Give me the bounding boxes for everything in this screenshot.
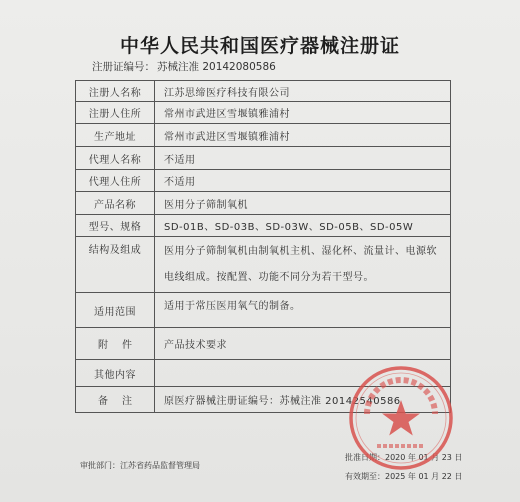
approver-label: 审批部门：	[80, 461, 120, 470]
row-value-model-spec: SD-01B、SD-03B、SD-03W、SD-05B、SD-05W	[155, 215, 451, 237]
row-value-agent-address: 不适用	[155, 170, 451, 192]
row-label-registrant-address: 注册人住所	[76, 102, 155, 124]
table-row	[76, 170, 451, 192]
row-value-production-address: 常州市武进区雪堰镇雅浦村	[155, 124, 451, 147]
row-value-remarks: 原医疗器械注册证编号：苏械注准 20142540586	[155, 387, 451, 413]
expire-date	[345, 471, 462, 482]
row-label-registrant-name: 注册人名称	[76, 81, 155, 102]
row-value-agent-name: 不适用	[155, 147, 451, 170]
row-label-agent-name: 代理人名称	[76, 147, 155, 170]
approver-value: 江苏省药品监督管理局	[120, 461, 200, 470]
approver	[80, 460, 200, 471]
certificate-title: 中华人民共和国医疗器械注册证	[119, 35, 400, 57]
table-row	[76, 81, 451, 102]
row-label-model-spec: 型号、规格	[76, 215, 155, 237]
table-row	[76, 147, 451, 170]
registration-number	[92, 59, 276, 74]
expire-date-value: 2025 年 01 月 22 日	[385, 472, 463, 481]
row-value-registrant-address: 常州市武进区雪堰镇雅浦村	[155, 102, 451, 124]
row-value-structure: 医用分子筛制氧机由制氧机主机、湿化杯、流量计、电源软电线组成。按配置、功能不同分为若干型号。	[155, 237, 451, 293]
registration-number-label: 注册证编号：	[92, 61, 155, 73]
row-value-attachment: 产品技术要求	[155, 328, 451, 360]
row-label-agent-address: 代理人住所	[76, 170, 155, 192]
table-row	[76, 192, 451, 215]
table-row	[76, 124, 451, 147]
row-label-production-address: 生产地址	[76, 124, 155, 147]
table-row	[76, 328, 451, 360]
official-seal-icon	[347, 364, 455, 472]
table-row	[76, 293, 451, 328]
table-row	[76, 102, 451, 124]
row-label-product-name: 产品名称	[76, 192, 155, 215]
table-row	[76, 215, 451, 237]
row-label-structure: 结构及组成	[76, 237, 155, 293]
registration-number-value: 苏械注准 20142080586	[157, 61, 276, 73]
expire-date-label: 有效期至：	[345, 472, 385, 481]
row-value-registrant-name: 江苏思缔医疗科技有限公司	[155, 81, 451, 102]
row-label-other: 其他内容	[76, 360, 155, 387]
row-value-product-name: 医用分子筛制氧机	[155, 192, 451, 215]
approve-date-value: 2020 年 01 月 23 日	[385, 453, 463, 462]
row-label-attachment: 附件	[76, 328, 155, 360]
row-label-scope: 适用范围	[76, 293, 155, 328]
approve-date-label: 批准日期：	[345, 453, 385, 462]
row-value-scope: 适用于常压医用氧气的制备。	[155, 293, 451, 328]
row-label-remarks: 备注	[76, 387, 155, 413]
table-row	[76, 237, 451, 293]
